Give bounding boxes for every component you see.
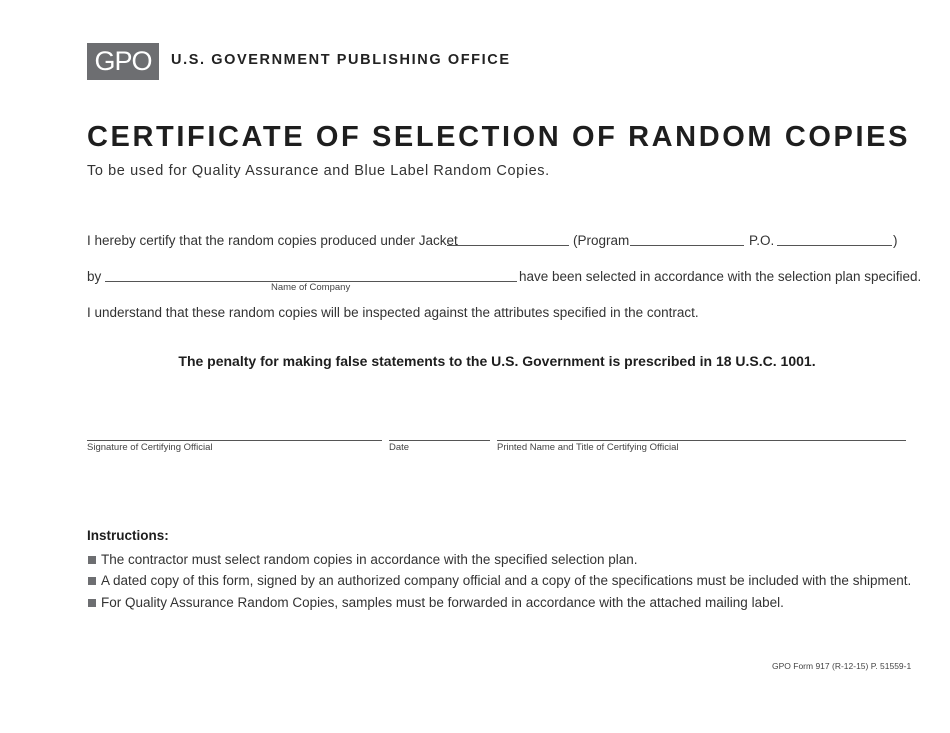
date-caption: Date xyxy=(389,442,410,453)
certify-line-suffix: have been selected in accordance with the selection plan specified. xyxy=(519,269,922,284)
form-number: GPO Form 917 (R-12-15) P. 51559-1 xyxy=(772,661,912,671)
certify-line-prefix: I hereby certify that the random copies produced under Jacket xyxy=(87,233,458,248)
agency-name: U.S. GOVERNMENT PUBLISHING OFFICE xyxy=(171,52,511,68)
instruction-item: For Quality Assurance Random Copies, samples must be forwarded in accordance with the attached mailing label. xyxy=(101,595,784,610)
company-name-caption: Name of Company xyxy=(271,282,351,293)
printed-name-title-caption: Printed Name and Title of Certifying Official xyxy=(497,442,679,453)
bullet-square-icon xyxy=(88,556,96,564)
signature-caption: Signature of Certifying Official xyxy=(87,442,213,453)
bullet-square-icon xyxy=(88,577,96,585)
signature-field[interactable] xyxy=(87,440,382,441)
penalty-statement: The penalty for making false statements to the U.S. Government is prescribed in 18 U.S.C. 1001. xyxy=(178,353,816,369)
date-field[interactable] xyxy=(389,440,490,441)
program-label: (Program xyxy=(573,233,630,248)
form-title: CERTIFICATE OF SELECTION OF RANDOM COPIES xyxy=(87,121,911,153)
close-paren: ) xyxy=(893,233,898,248)
instruction-item: A dated copy of this form, signed by an authorized company official and a copy of the specifications must be included with the shipment. xyxy=(101,573,912,588)
po-number-field[interactable] xyxy=(777,245,892,246)
understand-statement: I understand that these random copies will be inspected against the attributes specified in the contract. xyxy=(87,305,699,320)
jacket-number-field[interactable] xyxy=(447,245,569,246)
instruction-item: The contractor must select random copies in accordance with the specified selection plan. xyxy=(101,552,638,567)
bullet-square-icon xyxy=(88,599,96,607)
instructions-heading: Instructions: xyxy=(87,528,169,543)
form-subtitle: To be used for Quality Assurance and Blue Label Random Copies. xyxy=(87,163,550,179)
by-label: by xyxy=(87,269,102,284)
printed-name-title-field[interactable] xyxy=(497,440,906,441)
po-label: P.O. xyxy=(749,233,775,248)
gpo-logo: GPO xyxy=(87,43,159,80)
program-number-field[interactable] xyxy=(630,245,744,246)
